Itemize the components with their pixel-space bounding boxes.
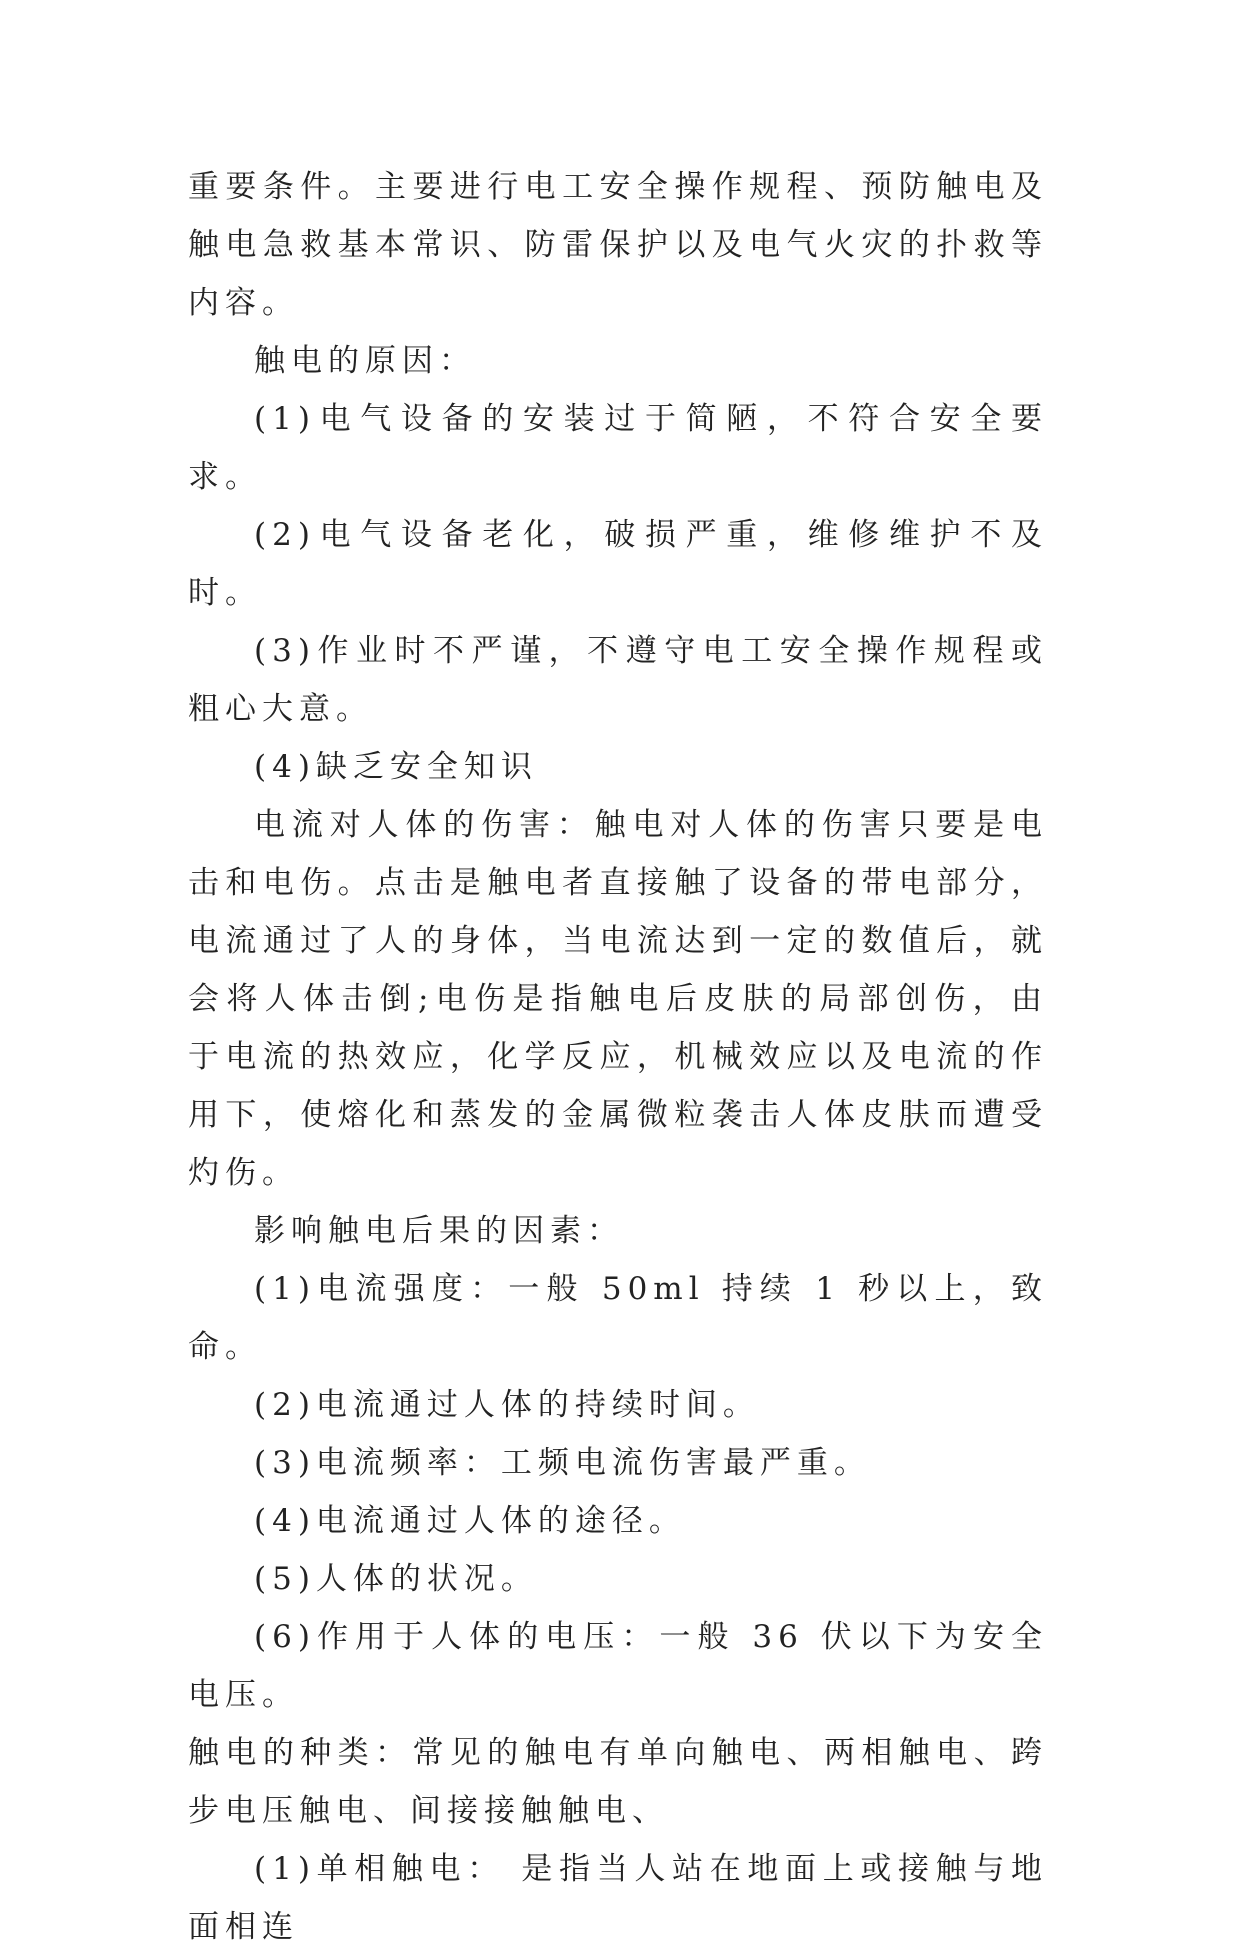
paragraph: (2)电气设备老化，破损严重，维修维护不及时。 bbox=[188, 517, 1048, 611]
paragraph: 触电的种类：常见的触电有单向触电、两相触电、跨步电压触电、间接接触触电、 bbox=[188, 1735, 1048, 1829]
paragraph: (1)电流强度：一般 50ml 持续 1 秒以上，致命。 bbox=[188, 1271, 1048, 1365]
paragraph: (4)电流通过人体的途径。 bbox=[254, 1503, 686, 1539]
paragraph: (5)人体的状况。 bbox=[254, 1561, 538, 1597]
paragraph: (1)单相触电： 是指当人站在地面上或接触与地面相连 bbox=[188, 1851, 1048, 1945]
paragraph: 影响触电后果的因素： bbox=[254, 1213, 624, 1249]
paragraph: (3)电流频率：工频电流伤害最严重。 bbox=[254, 1445, 871, 1481]
paragraph: 电流对人体的伤害：触电对人体的伤害只要是电击和电伤。点击是触电者直接触了设备的带电部分，电流通过了人的身体，当电流达到一定的数值后，就会将人体击倒;电伤是指触电后皮肤的局部创伤，由于电流的热效应，化学反应，机械效应以及电流的作用下，使熔化和蒸发的金属微粒袭击人体皮肤而遭受灼伤。 bbox=[188, 807, 1048, 1191]
paragraph: (3)作业时不严谨，不遵守电工安全操作规程或粗心大意。 bbox=[188, 633, 1048, 727]
paragraph: (6)作用于人体的电压：一般 36 伏以下为安全电压。 bbox=[188, 1619, 1048, 1713]
paragraph: 触电的原因： bbox=[254, 343, 476, 379]
paragraph: (1)电气设备的安装过于简陋，不符合安全要求。 bbox=[188, 401, 1048, 495]
paragraph: (4)缺乏安全知识 bbox=[254, 749, 538, 785]
document-page bbox=[188, 158, 1048, 1956]
paragraph: (2)电流通过人体的持续时间。 bbox=[254, 1387, 760, 1423]
paragraph: 重要条件。主要进行电工安全操作规程、预防触电及触电急救基本常识、防雷保护以及电气火灾的扑救等内容。 bbox=[188, 169, 1048, 321]
